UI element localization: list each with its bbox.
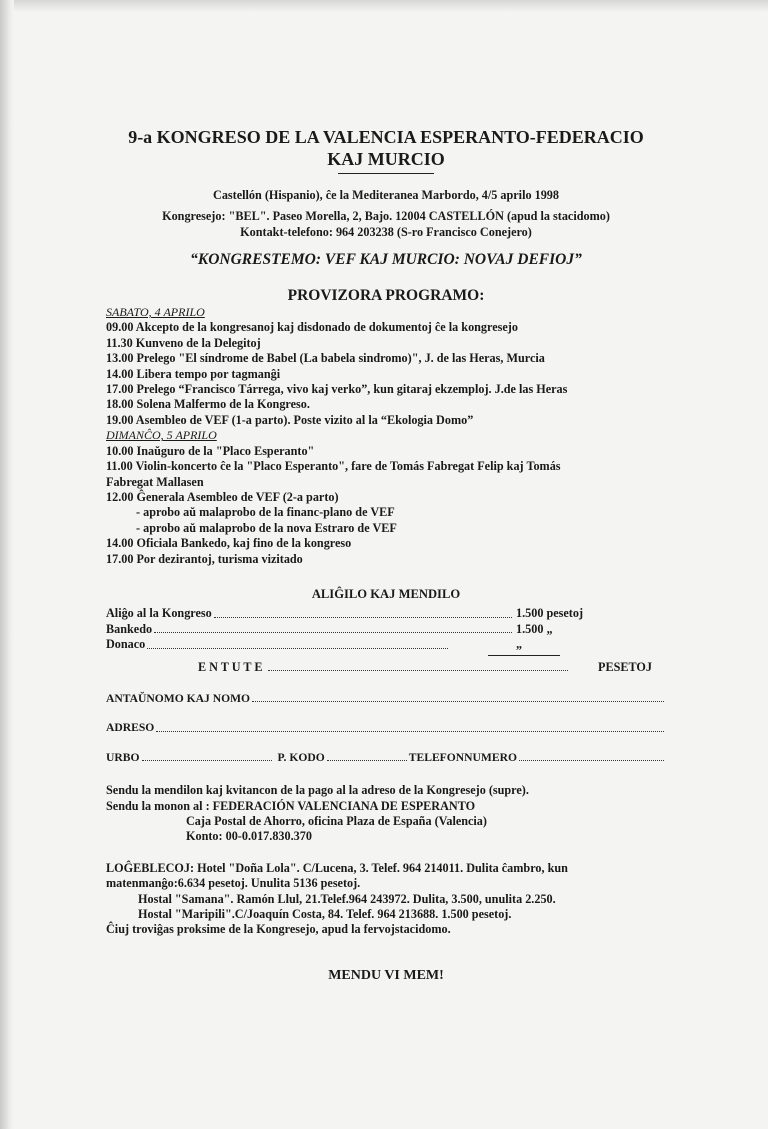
title-underline: [338, 173, 434, 174]
postal-field-label: P. KODO: [277, 750, 325, 764]
program-item: Fabregat Mallasen: [106, 474, 204, 489]
total-label: E N T U T E: [198, 659, 263, 674]
payment-line: Sendu la mendilon kaj kvitancon de la pago al la adreso de la Kongresejo (supre).: [106, 783, 529, 798]
congress-motto: “KONGRESTEMO: VEF KAJ MURCIO: NOVAJ DEFIOJ”: [190, 251, 582, 269]
document-title-line1: 9-a KONGRESO DE LA VALENCIA ESPERANTO-FEDERACIO: [128, 127, 644, 147]
payment-bank: Caja Postal de Ahorro, oficina Plaza de España (Valencia): [186, 814, 487, 828]
city-field-line[interactable]: [142, 750, 272, 761]
program-item: 17.00 Por dezirantoj, turisma vizitado: [106, 551, 303, 566]
program-subitem: - aprobo aŭ malaprobo de la nova Estraro de VEF: [136, 520, 397, 535]
program-item: 14.00 Oficiala Bankedo, kaj fino de la kongreso: [106, 536, 352, 551]
total-row: [106, 660, 666, 675]
phone-field-line[interactable]: [519, 750, 664, 761]
day-label-saturday: SABATO, 4 APRILO: [106, 305, 205, 320]
payment-account: Konto: 00-0.017.830.370: [186, 829, 312, 844]
contact-line: Kontakt-telefono: 964 203238 (S-ro Francisco Conejero): [240, 224, 532, 239]
program-item: 11.00 Violin-koncerto ĉe la "Placo Esperanto", fare de Tomás Fabregat Felip kaj Tomás: [106, 459, 561, 474]
page-edge-top: [0, 0, 768, 12]
name-field-label: ANTAŬNOMO KAJ NOMO: [106, 691, 251, 705]
address-field-label: ADRESO: [106, 721, 155, 735]
name-field-row: [106, 691, 666, 706]
payment-line: Sendu la monon al : FEDERACIÓN VALENCIANA DE ESPERANTO: [106, 798, 476, 813]
day-label-sunday: DIMANĈO, 5 APRILO: [106, 428, 217, 443]
fee-value: 1.500 pesetoj: [516, 606, 584, 621]
page-edge-left: [0, 0, 14, 1129]
sum-rule: [488, 655, 560, 656]
document-content: [106, 126, 666, 983]
document-title-line2: KAJ MURCIO: [327, 149, 445, 169]
name-field-line[interactable]: [252, 691, 664, 702]
program-item: 12.00 Ĝenerala Asembleo de VEF (2-a parto): [106, 489, 339, 504]
fee-row-donation: [106, 637, 666, 652]
lodging-line: Hostal "Samana". Ramón Llul, 21.Telef.964 243972. Dulita, 3.500, unulita 2.250.: [138, 891, 556, 906]
fee-row-banquet: [106, 622, 666, 637]
program-title: PROVIZORA PROGRAMO:: [287, 286, 485, 304]
registration-title: ALIĜILO KAJ MENDILO: [311, 586, 461, 601]
program-item: 19.00 Asembleo de VEF (1-a parto). Poste vizito al la “Ekologia Domo”: [106, 412, 474, 427]
dotted-leader: [214, 606, 512, 617]
closing-call: MENDU VI MEM!: [328, 967, 444, 983]
location-line: Castellón (Hispanio), ĉe la Mediteranea Marbordo, 4/5 aprilo 1998: [213, 188, 559, 202]
total-unit: PESETOJ: [598, 659, 652, 674]
city-field-row: [106, 750, 666, 765]
address-field-line[interactable]: [156, 720, 664, 731]
address-field-row: [106, 720, 666, 735]
program-item: 09.00 Akcepto de la kongresanoj kaj disdonado de dokumentoj ĉe la kongresejo: [106, 320, 518, 335]
fee-label: Donaco: [106, 637, 146, 652]
program-item: 17.00 Prelego “Francisco Tárrega, vivo kaj verko”, kun gitaraj ekzemploj. J.de las Heras: [106, 382, 568, 397]
lodging-line: LOĜEBLECOJ: Hotel "Doña Lola". C/Lucena, 3. Telef. 964 214011. Dulita ĉambro, kun: [106, 860, 568, 875]
postal-field-line[interactable]: [327, 750, 407, 761]
program-item: 18.00 Solena Malfermo de la Kongreso.: [106, 397, 310, 412]
program-item: 11.30 Kunveno de la Delegitoj: [106, 335, 261, 350]
lodging-line: matenmanĝo:6.634 pesetoj. Unulita 5136 pesetoj.: [106, 876, 361, 891]
lodging-line: Hostal "Maripili".C/Joaquín Costa, 84. Telef. 964 213688. 1.500 pesetoj.: [138, 907, 512, 922]
city-field-label: URBO: [106, 750, 140, 764]
venue-line: Kongresejo: "BEL". Paseo Morella, 2, Bajo. 12004 CASTELLÓN (apud la stacidomo): [162, 209, 610, 224]
program-item: 10.00 Inaŭguro de la "Placo Esperanto": [106, 443, 315, 458]
dotted-leader: [268, 660, 568, 671]
dotted-leader: [154, 622, 512, 633]
fee-label: Bankedo: [106, 621, 153, 636]
program-subitem: - aprobo aŭ malaprobo de la financ-plano de VEF: [136, 505, 395, 520]
program-item: 13.00 Prelego "El síndrome de Babel (La babela sindromo)", J. de las Heras, Murcia: [106, 351, 545, 366]
fee-value: 1.500 „: [516, 621, 553, 636]
dotted-leader: [147, 637, 448, 648]
fee-label: Aliĝo al la Kongreso: [106, 606, 212, 621]
phone-field-label: TELEFONNUMERO: [408, 750, 517, 764]
program-item: 14.00 Libera tempo por tagmanĝi: [106, 366, 281, 381]
lodging-line: Ĉiuj troviĝas proksime de la Kongresejo, apud la fervojstacidomo.: [106, 922, 451, 937]
fee-value: „: [516, 637, 523, 652]
fee-row-congress: [106, 606, 666, 621]
